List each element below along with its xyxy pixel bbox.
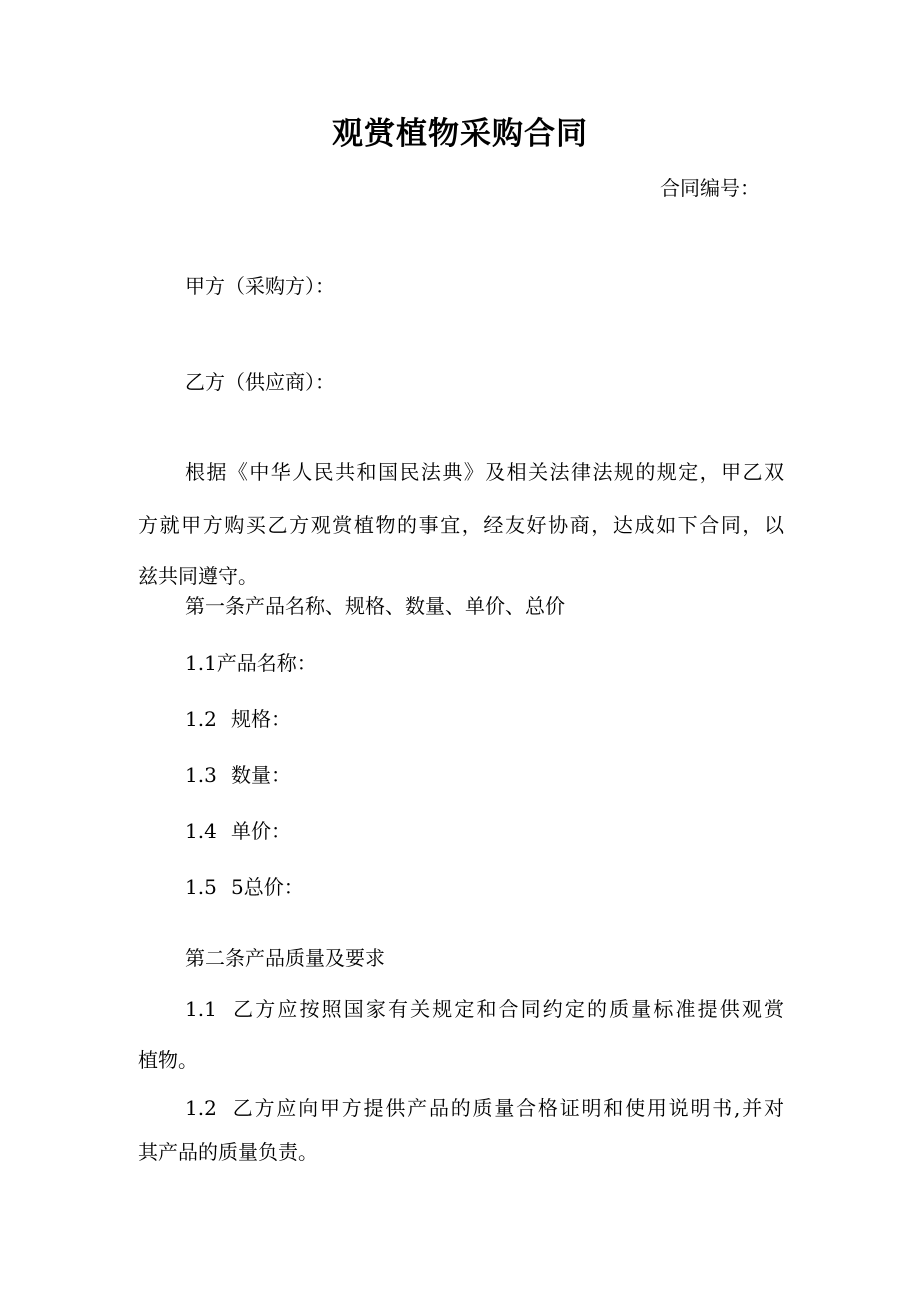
preamble-line-2: 方就甲方购买乙方观赏植物的事宜，经友好协商，达成如下合同，以 <box>138 513 784 537</box>
article-1-item <box>185 761 291 789</box>
item-text: 数量： <box>231 763 291 787</box>
item-text: 5总价： <box>231 875 304 899</box>
item-number: 1.1 <box>185 651 217 675</box>
item-text: 单价： <box>231 819 291 843</box>
item-number: 1.2 <box>185 707 217 731</box>
article-2-item <box>185 995 784 1023</box>
item-text: 产品名称： <box>216 651 317 675</box>
article-1-heading: 第一条产品名称、规格、数量、单价、总价 <box>185 594 565 618</box>
article-2-item <box>185 1094 784 1122</box>
item-number: 1.4 <box>185 819 217 843</box>
article-1-item <box>185 705 291 733</box>
article-2-heading: 第二条产品质量及要求 <box>185 946 385 970</box>
item-number: 1.2 <box>185 1096 217 1120</box>
item-number: 1.1 <box>185 997 217 1021</box>
contract-number-label: 合同编号： <box>660 176 760 200</box>
document-title: 观赏植物采购合同 <box>332 116 588 152</box>
article-1-item <box>185 649 317 677</box>
item-number: 1.5 <box>185 875 217 899</box>
preamble-line-1: 根据《中华人民共和国民法典》及相关法律法规的规定，甲乙双 <box>185 460 784 484</box>
article-2-item-continuation: 其产品的质量负责。 <box>138 1140 318 1164</box>
party-a-line: 甲方（采购方）： <box>185 274 335 298</box>
item-text: 规格： <box>231 707 291 731</box>
party-b-line: 乙方（供应商）： <box>185 370 335 394</box>
article-1-item <box>185 817 291 845</box>
article-1-item <box>185 873 304 901</box>
preamble-line-3: 兹共同遵守。 <box>138 564 258 588</box>
item-number: 1.3 <box>185 763 217 787</box>
item-text: 乙方应向甲方提供产品的质量合格证明和使用说明书,并对 <box>231 1096 784 1120</box>
article-2-item-continuation: 植物。 <box>138 1048 198 1072</box>
item-text: 乙方应按照国家有关规定和合同约定的质量标准提供观赏 <box>231 997 784 1021</box>
